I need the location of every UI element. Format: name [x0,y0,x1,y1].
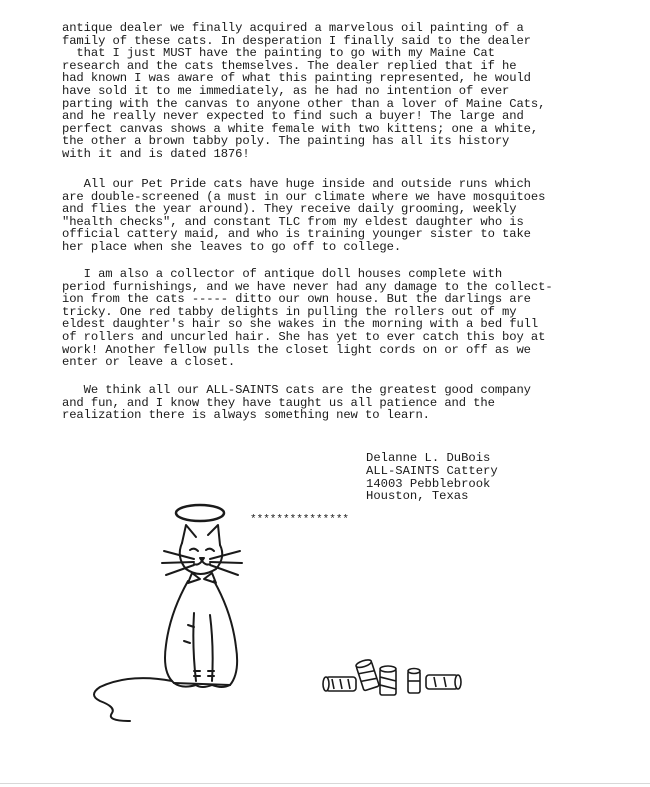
paragraph-pet-pride: All our Pet Pride cats have huge inside and outside runs which are double-screened (a must in our climate where we have mosquitoes and flies the year around). They receive daily grooming, weekly "health checks", and constant TLC from my eldest daughter who is official cattery maid, and who is training younger sister to take her place when she leaves to go off to college. [62,177,546,254]
tin-cans-icon [318,655,468,700]
star-separator: *************** [250,514,350,526]
haloed-cat-icon [90,495,260,735]
signature-block: Delanne L. DuBois ALL-SAINTS Cattery 14003 Pebblebrook Houston, Texas [366,451,498,504]
paragraph-doll-houses: I am also a collector of antique doll houses complete with period furnishings, and we have never had any damage to the collect- ion from the cats ----- ditto our own house. But the darlings are tricky. One red tabby delights in pulling the rollers out of my eldest daughter's hair so she wakes in the morning with a bed full of rollers and uncurled hair. She has yet to ever catch this boy at work! Another fellow pulls the closet light cords on or off as we enter or leave a closet. [62,267,553,370]
paragraph-closing: We think all our ALL-SAINTS cats are the greatest good company and fun, and I know they have taught us all patience and the realization there is always something new to learn. [62,383,531,423]
paragraph-painting: antique dealer we finally acquired a marvelous oil painting of a family of these cats. In desperation I finally said to the dealer that I just MUST have the painting to go with my Maine Cat research and the cats themselves. The dealer replied that if he had known I was aware of what this painting represented, he would have sold it to me immediately, as he had no intention of ever parting with the canvas to anyone other than a lover of Maine Cats, and he really never expected to find such a buyer! The large and perfect canvas shows a white female with two kittens; one a white, the other a brown tabby poly. The painting has all its history with it and is dated 1876! [62,21,546,161]
page-divider [0,783,650,784]
